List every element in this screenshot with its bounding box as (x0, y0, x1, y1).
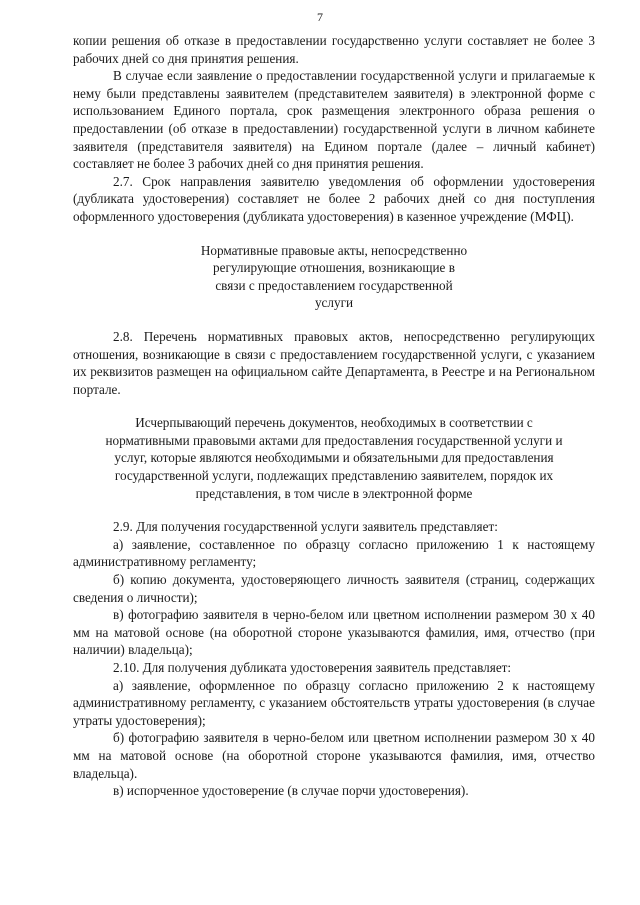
paragraph-2-7: 2.7. Срок направления заявителю уведомления об оформлении удостоверения (дубликата удостоверения) составляет не более 2 рабочих дней со дня поступления оформленного удостоверения (дубликата удостоверения) в казенное учреждение (МФЦ). (73, 173, 595, 224)
list-item-2-9-a: а) заявление, составленное по образцу согласно приложению 1 к настоящему административному регламенту; (73, 536, 595, 570)
paragraph-refusal-copy: копии решения об отказе в предоставлении государственно услуги составляет не более 3 рабочих дней со дня принятия решения. (73, 33, 595, 66)
list-item-2-10-c: в) испорченное удостоверение (в случае порчи удостоверения). (113, 783, 469, 799)
section-heading-documents-list: Исчерпывающий перечень документов, необходимых в соответствии с нормативными правовыми актами для предоставления государственной услуги и услуг, которые являются необходимыми и обязательными для предоставления государственной услуги, подлежащих представлению заявителем, порядок их представления, в том числе в электронной форме (105, 415, 563, 501)
paragraph-2-9: 2.9. Для получения государственной услуги заявитель представляет: (113, 519, 498, 535)
page-number: 7 (317, 10, 323, 24)
list-item-2-10-a: а) заявление, оформленное по образцу согласно приложению 2 к настоящему административному регламенту, с указанием обстоятельств утраты удостоверения (в случае утраты удостоверения); (73, 677, 595, 728)
list-item-2-9-c: в) фотографию заявителя в черно-белом или цветном исполнении размером 30 х 40 мм на матовой основе (на оборотной стороне указываются фамилия, имя, отчество (при наличии) владельца); (73, 607, 595, 658)
section-heading-normative-acts: Нормативные правовые акты, непосредственно регулирующие отношения, возникающие в связи с предоставлением государственной услуги (200, 242, 468, 311)
paragraph-2-10: 2.10. Для получения дубликата удостоверения заявитель представляет: (113, 660, 512, 675)
list-item-2-10-b: б) фотографию заявителя в черно-белом или цветном исполнении размером 30 х 40 мм на матовой основе (на оборотной стороне указываются фамилия, имя, отчество владельца). (73, 730, 595, 781)
paragraph-2-8: 2.8. Перечень нормативных правовых актов, непосредственно регулирующих отношения, возникающие в связи с предоставлением государственной услуги, с указанием их реквизитов размещен на официальном сайте Департамента, в Реестре и на Региональном портале. (73, 328, 595, 397)
document-body (73, 32, 595, 800)
paragraph-electronic-submission: В случае если заявление о предоставлении государственной услуги и прилагаемые к нему были представлены заявителем (представителем заявителя) в электронной форме с использованием Единого портала, срок размещения электронного образа решения о предоставлении (об отказе в предоставлении) государственной услуги в личном кабинете заявителя (представителя заявителя) на Едином портале (далее – личный кабинет) составляет не более 3 рабочих дней со дня принятия решения. (73, 68, 595, 172)
list-item-2-9-b: б) копию документа, удостоверяющего личность заявителя (страниц, содержащих сведения о личности); (73, 572, 595, 605)
